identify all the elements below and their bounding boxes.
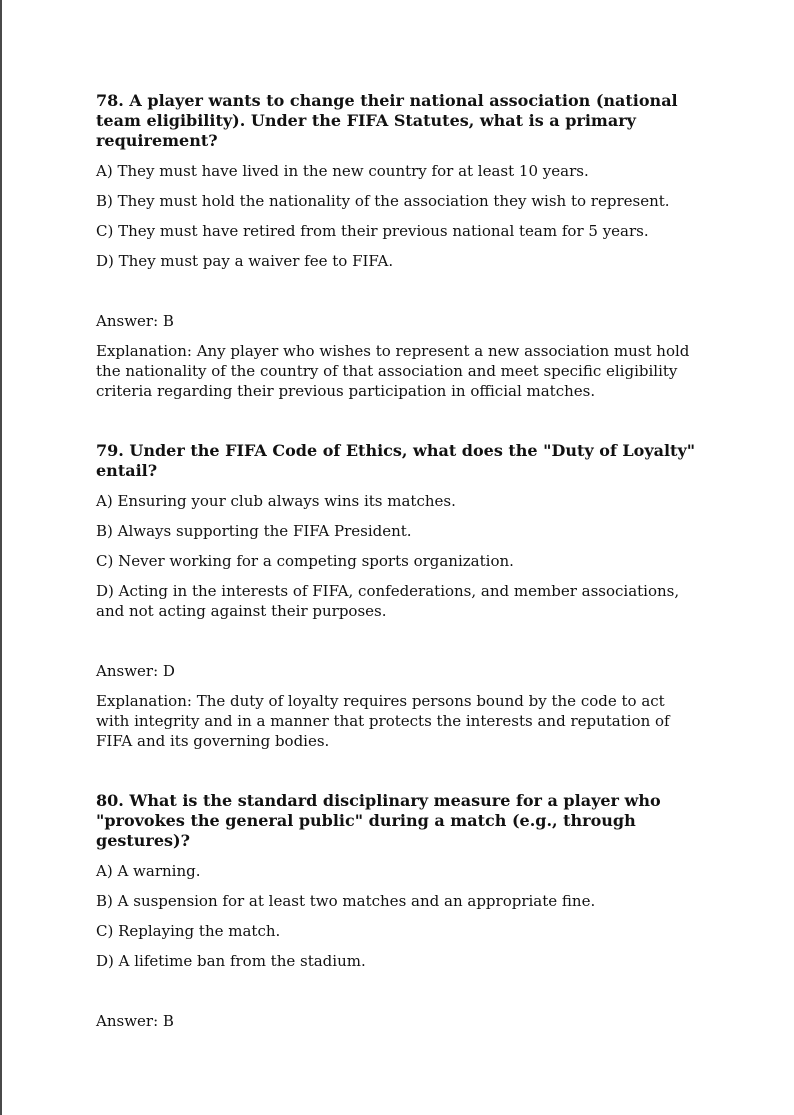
question-title: 80. What is the standard disciplinary measure for a player who "provokes the general public" during a match (e.g., through gestures)? [96,791,661,850]
answer: Answer: B [96,1012,174,1030]
option-c: C) Replaying the match. [96,922,281,940]
quiz-page [96,91,702,1041]
option-b: B) Always supporting the FIFA President. [96,522,412,540]
question-title: 78. A player wants to change their national association (national team eligibility). Under the FIFA Statutes, what is a primary requirement? [96,91,678,150]
answer: Answer: B [96,312,174,330]
explanation: Explanation: The duty of loyalty requires persons bound by the code to act with integrity and in a manner that protects the interests and reputation of FIFA and its governing bodies. [96,692,670,750]
option-c: C) Never working for a competing sports organization. [96,552,514,570]
page-left-border [0,0,2,1115]
question-80 [96,791,702,1031]
option-a: A) A warning. [96,862,201,880]
answer: Answer: D [96,662,175,680]
option-c: C) They must have retired from their previous national team for 5 years. [96,222,649,240]
option-d: D) Acting in the interests of FIFA, confederations, and member associations, and not acting against their purposes. [96,582,680,620]
option-b: B) A suspension for at least two matches and an appropriate fine. [96,892,596,910]
option-b: B) They must hold the nationality of the association they wish to represent. [96,192,670,210]
explanation: Explanation: Any player who wishes to represent a new association must hold the nationality of the country of that association and meet specific eligibility criteria regarding their previous participation in official matches. [96,342,690,400]
option-d: D) They must pay a waiver fee to FIFA. [96,252,394,270]
question-78 [96,91,702,401]
option-d: D) A lifetime ban from the stadium. [96,952,366,970]
option-a: A) They must have lived in the new country for at least 10 years. [96,162,589,180]
question-title: 79. Under the FIFA Code of Ethics, what does the "Duty of Loyalty" entail? [96,441,696,480]
option-a: A) Ensuring your club always wins its matches. [96,492,456,510]
question-79 [96,441,702,751]
